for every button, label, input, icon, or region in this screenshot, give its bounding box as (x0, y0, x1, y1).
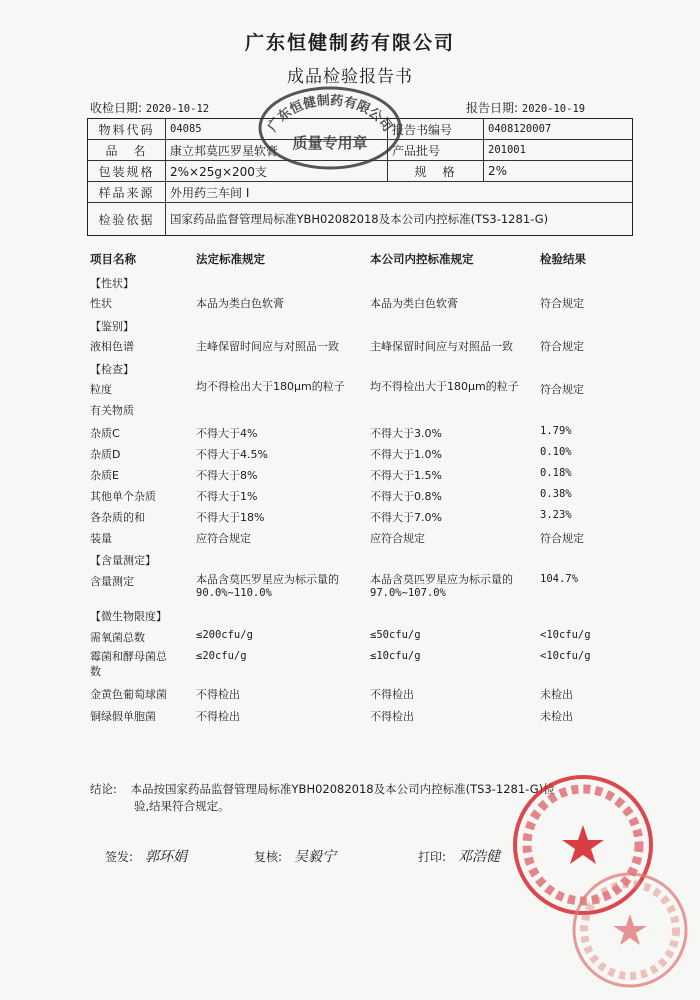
quality-stamp-top-text: 广东恒健制药有限公司 (265, 93, 395, 135)
row-name: 装量 (90, 532, 112, 545)
print-signature: 邓浩健 (458, 849, 501, 865)
row-internal: 不得大于3.0% (370, 427, 442, 440)
row-name: 含量测定 (90, 575, 134, 588)
row-internal: 主峰保留时间应与对照品一致 (370, 340, 513, 353)
conclusion-line2: 验,结果符合规定。 (134, 799, 230, 813)
basis-value: 国家药品监督管理局标准YBH02082018及本公司内控标准(TS3-1281-G) (170, 212, 549, 226)
material-code-label: 物料代码 (88, 119, 166, 139)
batch-label: 产品批号 (388, 140, 484, 160)
batch-value: 201001 (488, 144, 526, 156)
row-result: 0.10% (540, 446, 572, 458)
quality-stamp (255, 80, 405, 170)
packing-label: 包装规格 (88, 161, 166, 181)
row-result: 未检出 (540, 688, 573, 701)
product-value: 康立邦莫匹罗星软膏 (166, 140, 388, 160)
row-legal: 不得大于8% (196, 469, 258, 482)
company-name: 广东恒健制药有限公司 (244, 32, 455, 54)
row-result: 符合规定 (540, 532, 584, 545)
row-internal: 应符合规定 (370, 532, 425, 545)
col-header-legal: 法定标准规定 (196, 252, 265, 266)
row-internal: ≤10cfu/g (370, 650, 421, 662)
row-result: 1.79% (540, 425, 572, 437)
product-label: 品 名 (88, 140, 166, 160)
section-content: 【含量测定】 (90, 554, 156, 567)
row-legal: 主峰保留时间应与对照品一致 (196, 340, 339, 353)
row-internal: 不得大于1.5% (370, 469, 442, 482)
row-internal: 不得大于0.8% (370, 490, 442, 503)
review-label: 复核: (254, 850, 283, 864)
row-legal: ≤20cfu/g (196, 650, 247, 662)
row-name: 杂质D (90, 448, 121, 461)
info-row (88, 182, 632, 203)
issue-label: 签发: (105, 850, 134, 864)
row-result: 符合规定 (540, 340, 584, 353)
issue-signature: 郭环娟 (145, 849, 188, 865)
inspection-date (90, 99, 209, 116)
row-internal: 不得大于1.0% (370, 448, 442, 461)
report-date-value: 2020-10-19 (521, 103, 586, 115)
row-legal: 应符合规定 (196, 532, 251, 545)
row-internal: 不得大于7.0% (370, 511, 442, 524)
signature-review (254, 846, 336, 866)
row-result: 符合规定 (540, 383, 584, 396)
row-legal: 不得检出 (196, 688, 240, 701)
material-code-value: 04085 (166, 119, 388, 139)
row-result: 3.23% (540, 509, 572, 521)
quality-stamp-bottom-text: 质量专用章 (292, 134, 368, 152)
report-title: 成品检验报告书 (287, 67, 413, 87)
row-name: 杂质E (90, 469, 119, 482)
row-legal: 不得检出 (196, 710, 240, 723)
spec-value: 2% (488, 164, 508, 178)
row-internal: 不得检出 (370, 688, 414, 701)
star-icon (562, 825, 604, 864)
report-no-label: 报告书编号 (388, 119, 484, 139)
row-name: 粒度 (90, 383, 112, 396)
section-micro: 【微生物限度】 (90, 610, 167, 623)
info-row (88, 203, 632, 235)
spec-label: 规 格 (388, 161, 484, 181)
row-result: 0.38% (540, 488, 572, 500)
row-name: 铜绿假单胞菌 (90, 710, 156, 723)
inspection-date-label: 收检日期: (90, 101, 143, 115)
conclusion-label: 结论: (90, 782, 117, 796)
signature-issue (105, 846, 187, 866)
row-result: 未检出 (540, 710, 573, 723)
row-name: 其他单个杂质 (90, 490, 156, 503)
inspection-date-value: 2020-10-12 (145, 103, 210, 115)
row-internal-line1: 本品含莫匹罗星应为标示量的 (370, 573, 513, 586)
row-name-line1: 霉菌和酵母菌总 (90, 650, 167, 663)
row-internal: 不得检出 (370, 710, 414, 723)
row-result: <10cfu/g (540, 650, 591, 662)
row-legal-line2: 90.0%~110.0% (196, 587, 272, 599)
row-name: 有关物质 (90, 404, 134, 417)
row-name: 性状 (90, 297, 112, 310)
print-label: 打印: (418, 850, 447, 864)
report-date-label: 报告日期: (466, 101, 519, 115)
row-name: 液相色谱 (90, 340, 134, 353)
row-internal-line2: 97.0%~107.0% (370, 587, 446, 599)
row-result: <10cfu/g (540, 629, 591, 641)
row-legal: 均不得检出大于180μm的粒子 (196, 380, 345, 393)
report-date (466, 99, 585, 116)
section-inspection: 【检查】 (90, 363, 134, 376)
review-signature: 吴毅宁 (294, 849, 337, 865)
star-icon (613, 914, 647, 945)
row-name: 需氧菌总数 (90, 631, 145, 644)
row-result: 符合规定 (540, 297, 584, 310)
row-internal: 本品为类白色软膏 (370, 297, 458, 310)
row-legal: 不得大于18% (196, 511, 265, 524)
row-internal: ≤50cfu/g (370, 629, 421, 641)
section-character: 【性状】 (90, 277, 134, 290)
signature-print (418, 846, 500, 866)
row-name-line2: 数 (90, 665, 101, 678)
basis-label: 检验依据 (88, 203, 166, 235)
section-identification: 【鉴别】 (90, 320, 134, 333)
packing-value: 2%×25g×200支 (166, 161, 388, 181)
row-name: 杂质C (90, 427, 120, 440)
source-value: 外用药三车间 I (170, 185, 250, 200)
row-result: 0.18% (540, 467, 572, 479)
report-no-value: 0408120007 (488, 123, 552, 135)
row-legal: 不得大于4% (196, 427, 258, 440)
col-header-result: 检验结果 (540, 252, 586, 266)
row-legal: 不得大于1% (196, 490, 258, 503)
source-label: 样品来源 (88, 182, 166, 202)
conclusion-line1: 本品按国家药品监督管理局标准YBH02082018及本公司内控标准(TS3-1281-G)检 (130, 782, 555, 796)
row-legal: 不得大于4.5% (196, 448, 268, 461)
row-result: 104.7% (540, 573, 578, 585)
row-internal: 均不得检出大于180μm的粒子 (370, 380, 519, 393)
row-legal-line1: 本品含莫匹罗星应为标示量的 (196, 573, 339, 586)
red-seal-stamp-faint (568, 868, 693, 993)
row-legal: 本品为类白色软膏 (196, 297, 284, 310)
col-header-item: 项目名称 (90, 252, 136, 266)
row-name: 各杂质的和 (90, 511, 145, 524)
row-legal: ≤200cfu/g (196, 629, 253, 641)
col-header-internal: 本公司内控标准规定 (370, 252, 474, 266)
row-name: 金黄色葡萄球菌 (90, 688, 167, 701)
